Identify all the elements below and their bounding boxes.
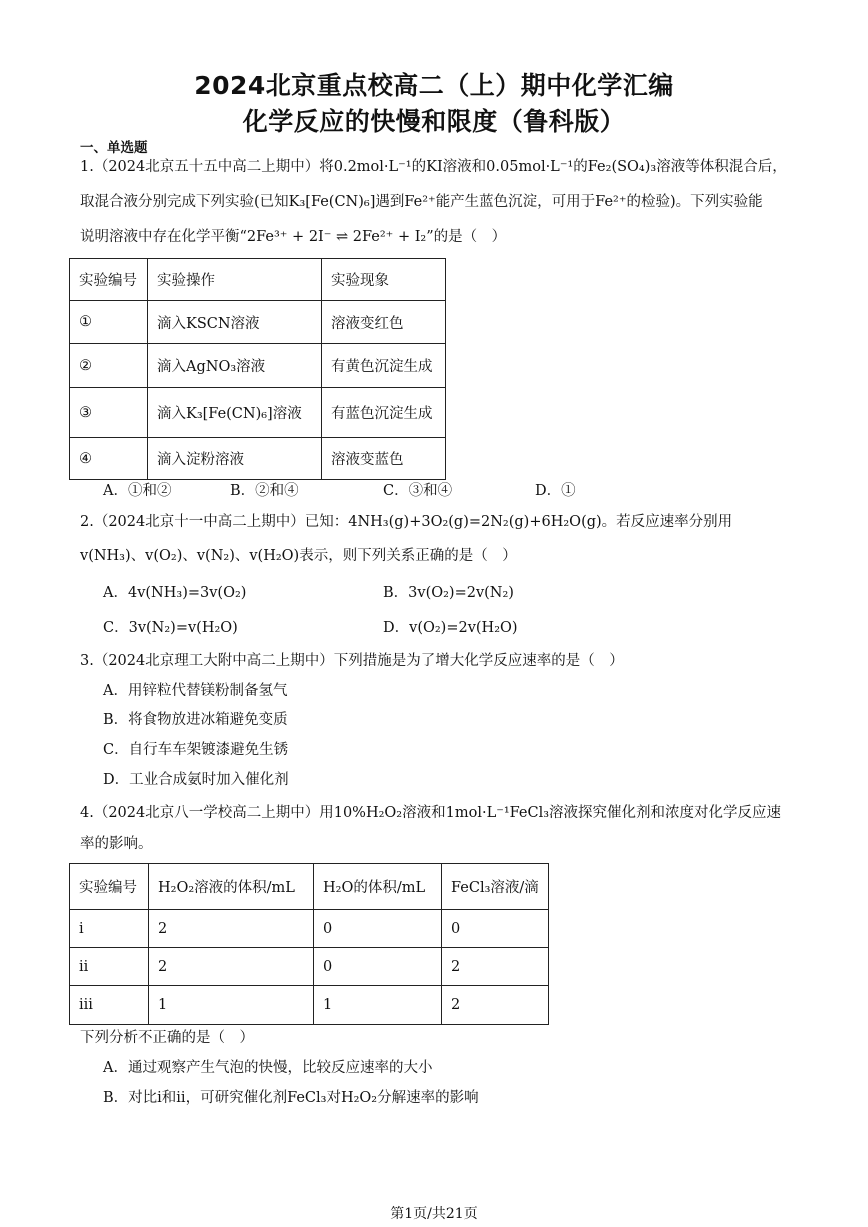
- q3-line1: 3.（2024北京理工大附中高二上期中）下列措施是为了增大化学反应速率的是（ ）: [80, 653, 624, 669]
- doc-title-line2: 化学反应的快慢和限度（鲁科版）: [242, 107, 626, 136]
- table-header-cell: FeCl₃溶液/滴: [442, 864, 549, 910]
- q1-line2: 取混合液分别完成下列实验(已知K₃[Fe(CN)₆]遇到Fe²⁺能产生蓝色沉淀，可用于Fe²⁺的检验)。下列实验能: [80, 194, 763, 210]
- table-row: [70, 986, 549, 1025]
- table-cell: 溶液变红色: [322, 301, 446, 344]
- q1-table: [69, 258, 446, 480]
- table-cell: 溶液变蓝色: [322, 438, 446, 480]
- q4-option-b: B．对比i和ii，可研究催化剂FeCl₃对H₂O₂分解速率的影响: [103, 1090, 479, 1106]
- table-cell: 2: [149, 948, 314, 986]
- q2-line1: 2.（2024北京十一中高二上期中）已知：4NH₃(g)+3O₂(g)=2N₂(g)+6H₂O(g)。若反应速率分别用: [80, 514, 733, 530]
- table-cell: 0: [442, 910, 549, 948]
- q3-option-b: B．将食物放进冰箱避免变质: [103, 712, 288, 728]
- section-heading: 一、单选题: [80, 140, 148, 156]
- table-cell: 0: [314, 910, 442, 948]
- q4-line2: 率的影响。: [80, 836, 153, 852]
- table-header-cell: 实验编号: [70, 259, 148, 301]
- q2-option-c: C．3v(N₂)=v(H₂O): [103, 620, 238, 636]
- table-cell: 有蓝色沉淀生成: [322, 388, 446, 438]
- table-cell: 2: [442, 986, 549, 1025]
- table-cell: 滴入AgNO₃溶液: [148, 344, 322, 388]
- q4-table: [69, 863, 549, 1025]
- q2-option-a: A．4v(NH₃)=3v(O₂): [103, 585, 247, 601]
- table-cell: ii: [70, 948, 149, 986]
- table-header-cell: 实验操作: [148, 259, 322, 301]
- table-cell: 2: [442, 948, 549, 986]
- table-header-cell: H₂O的体积/mL: [314, 864, 442, 910]
- table-row: [70, 344, 446, 388]
- q3-option-a: A．用锌粒代替镁粉制备氢气: [103, 683, 288, 699]
- q2-option-b: B．3v(O₂)=2v(N₂): [383, 585, 514, 601]
- q2-option-d: D．v(O₂)=2v(H₂O): [383, 620, 518, 636]
- table-header-cell: H₂O₂溶液的体积/mL: [149, 864, 314, 910]
- table-row: [70, 864, 549, 910]
- table-cell: iii: [70, 986, 149, 1025]
- table-cell: 1: [149, 986, 314, 1025]
- table-cell: 2: [149, 910, 314, 948]
- table-row: [70, 948, 549, 986]
- table-cell: 滴入淀粉溶液: [148, 438, 322, 480]
- table-cell: ②: [70, 344, 148, 388]
- q1-option-a: A．①和②: [103, 483, 172, 499]
- table-cell: 滴入KSCN溶液: [148, 301, 322, 344]
- table-header-cell: 实验现象: [322, 259, 446, 301]
- q4-option-a: A．通过观察产生气泡的快慢，比较反应速率的大小: [103, 1060, 433, 1076]
- table-cell: ④: [70, 438, 148, 480]
- table-cell: 有黄色沉淀生成: [322, 344, 446, 388]
- table-cell: ①: [70, 301, 148, 344]
- table-row: [70, 301, 446, 344]
- q4-line3: 下列分析不正确的是（ ）: [80, 1030, 254, 1046]
- page-number: 第1页/共21页: [390, 1206, 478, 1222]
- q4-line1: 4.（2024北京八一学校高二上期中）用10%H₂O₂溶液和1mol·L⁻¹FeCl₃溶液探究催化剂和浓度对化学反应速: [80, 805, 782, 821]
- table-row: [70, 259, 446, 301]
- table-cell: 滴入K₃[Fe(CN)₆]溶液: [148, 388, 322, 438]
- table-row: [70, 438, 446, 480]
- table-cell: i: [70, 910, 149, 948]
- doc-title-line1: 2024北京重点校高二（上）期中化学汇编: [194, 71, 674, 100]
- q1-option-d: D．①: [535, 483, 576, 499]
- q1-option-c: C．③和④: [383, 483, 453, 499]
- q2-line2: v(NH₃)、v(O₂)、v(N₂)、v(H₂O)表示，则下列关系正确的是（ ）: [80, 548, 517, 564]
- table-cell: 1: [314, 986, 442, 1025]
- q1-line3: 说明溶液中存在化学平衡“2Fe³⁺ + 2I⁻ ⇌ 2Fe²⁺ + I₂”的是（ ）: [80, 229, 507, 245]
- q1-line1: 1.（2024北京五十五中高二上期中）将0.2mol·L⁻¹的KI溶液和0.05mol·L⁻¹的Fe₂(SO₄)₃溶液等体积混合后，: [80, 159, 787, 175]
- q1-option-b: B．②和④: [230, 483, 299, 499]
- table-row: [70, 910, 549, 948]
- q3-option-c: C．自行车车架镀漆避免生锈: [103, 742, 289, 758]
- table-header-cell: 实验编号: [70, 864, 149, 910]
- q3-option-d: D．工业合成氨时加入催化剂: [103, 772, 289, 788]
- table-row: [70, 388, 446, 438]
- table-cell: 0: [314, 948, 442, 986]
- table-cell: ③: [70, 388, 148, 438]
